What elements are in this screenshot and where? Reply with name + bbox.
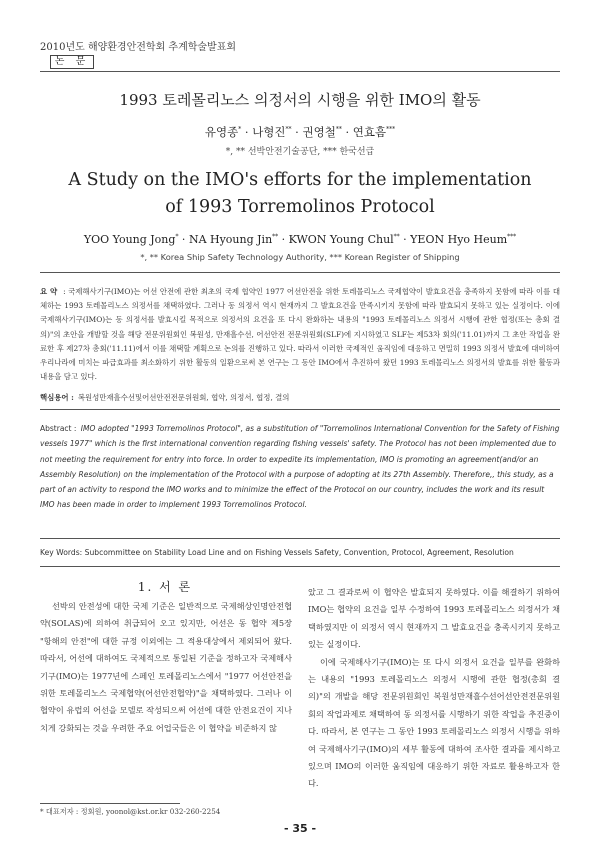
- keywords-label: 핵심용어 :: [40, 393, 74, 402]
- section-heading: 1. 서 론: [137, 580, 193, 594]
- body-column-left: [40, 598, 292, 737]
- author-name: 연효흠: [352, 125, 387, 139]
- korean-title: 1993 토레몰리노스 의정서의 시행을 위한 IMO의 활동: [119, 91, 481, 109]
- author-name: 유영종: [204, 125, 239, 139]
- keywords-text: Subcommittee on Stability Load Line and on Fishing Vessels Safety, Convention, Protocol, Agreement, Resolution: [84, 548, 514, 557]
- body-column-right: [308, 584, 560, 793]
- paragraph: 선박의 안전성에 대한 국제 기준은 일반적으로 국제해상인명안전협약(SOLAS)에 의하여 취급되어 오고 있지만, 어선은 동 협약 제5장 "항해의 안전"에 대한 규정 이외에는 그 적용대상에서 제외되어 왔다. 따라서, 어선에 대하여도 국제적으로 통일된 기준을 정하고자 국제해사기구(IMO)는 1977년에 스페인 토레몰리노스에서 "1977 어선안전을 위한 토레몰리노스 국제협약(어선안전협약)"을 채택하였다. 그러나 이 협약이 유럽의 어선을 모델로 작성되으써 어선에 대한 안전요건이 지나치게 강화되는 것을 우려한 주요 어업국들은 이 협약을 비준하지 않: [40, 601, 292, 733]
- english-abstract: [40, 421, 560, 513]
- author-name: YOO Young Jong: [83, 233, 176, 246]
- abstract-top-rule: [40, 272, 560, 273]
- paper-type-label: 논 문: [50, 55, 94, 69]
- author-name: YEON Hyo Heum: [410, 233, 508, 246]
- english-authors: YOO Young Jong* · NA Hyoung Jin** · KWON Young Chul** · YEON Hyo Heum***: [83, 233, 517, 246]
- header-rule: [40, 71, 560, 72]
- keywords-rule: [40, 409, 560, 410]
- keywords-label: Key Words:: [40, 548, 83, 557]
- page-number: - 35 -: [283, 822, 317, 835]
- english-affiliation: *, ** Korea Ship Safety Technology Authority, *** Korean Register of Shipping: [140, 252, 460, 262]
- korean-affiliation: *, ** 선박안전기술공단, *** 한국선급: [225, 147, 375, 157]
- paragraph: 았고 그 결과로써 이 협약은 발효되지 못하였다. 이를 해결하기 위하여 IMO는 협약의 요건을 일부 수정하여 1993 토레몰리노스 의정서가 채택하였지만 이 의정서 역시 현재까지 그 발효요건을 충족시키지 못하고 있는 실정이다.: [308, 587, 560, 650]
- author-name: NA Hyoung Jin: [188, 233, 273, 246]
- keywords-text: 복원성만재흘수선및어선안전전문위원회, 협약, 의정서, 협정, 결의: [77, 393, 290, 402]
- english-title: A Study on the IMO's efforts for the implementation of 1993 Torremolinos Protocol: [68, 170, 532, 217]
- korean-authors: 유영종* · 나형진** · 권영철** · 연효흠***: [204, 125, 396, 139]
- abstract-text: : 국제해사기구(IMO)는 어선 안전에 관한 최초의 국제 협약인 1977 어선안전을 위한 토레몰리노스 국제협약이 발효요건을 충족하지 못함에 따라 이를 대체하는 1993 토레몰리노스 의정서를 채택하였다. 그러나 동 의정서 역시 현재까지 그 발효요건을 만족시키지 못함에 따라 발효되지 못하고 있는 실정이다. 이에 국제해사기구(IMO)는 동 의정서를 발효시킬 목적으로 의정서의 요건을 또 다시 완화하는 내용의 "1993 토레몰리노스 의정서 시행에 관한 협정(또는 총회 결의)"의 초안을 개발할 것을 해당 전문위원회인 복원성, 만재흘수선, 어선안전 전문위원회(SLF)에 지시하였고 SLF는 제53차 회의('11.01)까지 그 초안 작업을 완료한 후 제27차 총회('11.11)에서 이를 채택할 계획으로 논의를 진행하고 있다. 따라서 이러한 국제적인 움직임에 대응하고 면밀히 1993 의정서 발효에 대비하여 우리나라에 미치는 파급효과를 최소화하기 위한 활동의 일환으로써 본 연구는 그 동안 IMO에서 추진하여 왔던 1993 토레몰리노스 의정서의 발효를 위한 활동과 내용을 담고 있다.: [40, 287, 560, 382]
- english-keywords: [40, 548, 560, 557]
- author-name: 나형진: [252, 125, 286, 139]
- conference-header: 2010년도 해양환경안전학회 추계학술발표회: [40, 42, 237, 53]
- footnote: * 대표저자 : 정회원, yoonol@kst.or.kr 032-260-2254: [40, 807, 221, 816]
- abstract-label: Abstract :: [40, 424, 77, 433]
- korean-keywords: [40, 392, 560, 403]
- abstract-label: 요 약: [40, 287, 58, 296]
- body-top-rule: [40, 566, 560, 567]
- korean-abstract: [40, 285, 560, 384]
- author-name: 권영철: [302, 125, 336, 139]
- abstract-bottom-rule: [40, 538, 560, 539]
- author-name: KWON Young Chul: [288, 233, 394, 246]
- abstract-text: IMO adopted "1993 Torremolinos Protocol", as a substitution of "Torremolinos International Convention for the Safety of Fishing vessels 1977" which is the first international convention regarding fishing vessels' safety. The Protocol has not been implemented due to not meeting the requirement for entry into force. In order to expedite its implementation, IMO is promoting an agreement(and/or an Assembly Resolution) on the implementation of the Protocol with a purpose of adopting at its 27th Assembly. Therefore,, this study, as a part of an activity to respond the IMO works and to minimize the effect of the Protocol on our country, includes the work and its result IMO has been made in order to implement 1993 Torremolinos Protocol.: [40, 424, 560, 510]
- paragraph: 이에 국제해사기구(IMO)는 또 다시 의정서 요건을 일부를 완화하는 내용의 "1993 토레몰리노스 의정서 시행에 관한 협정(총회 결의)"의 개발을 해당 전문위원회인 복원성만재흘수선어선안전전문위원회의 작업과제로 채택하여 동 의정서를 시행하기 위한 작업을 추진중이다. 따라서, 본 연구는 그 동안 1993 토레몰리노스 의정서 시행을 위하여 국제해사기구(IMO)의 세부 활동에 대하여 조사한 결과를 제시하고 있으며 IMO의 이러한 움직임에 대응하기 위한 자료로 활용하고자 한다.: [308, 656, 560, 789]
- footnote-rule: [40, 803, 180, 804]
